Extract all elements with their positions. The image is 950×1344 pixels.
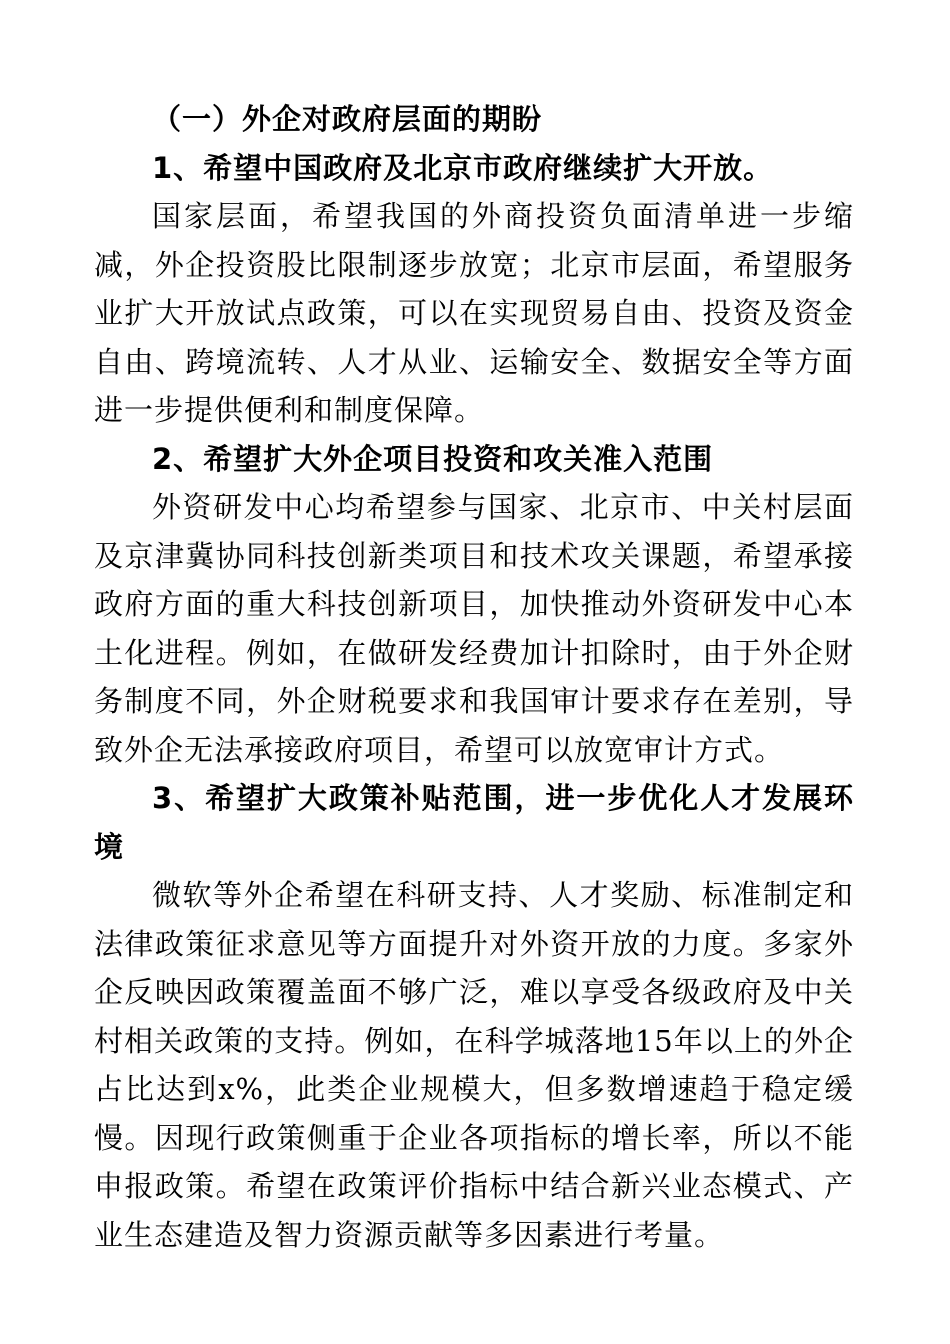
item-heading-1: 1、希望中国政府及北京市政府继续扩大开放。 [152, 150, 774, 185]
item-paragraph-3: 微软等外企希望在科研支持、人才奖励、标准制定和法律政策征求意见等方面提升对外资开放的力度。多家外企反映因政策覆盖面不够广泛，难以享受各级政府及中关村相关政策的支持。例如，在科学城落地15年以上的外企占比达到x%，此类企业规模大，但多数增速趋于稳定缓慢。因现行政策侧重于企业各项指标的增长率，所以不能申报政策。希望在政策评价指标中结合新兴业态模式、产业生态建造及智力资源贡献等多因素进行考量。 [94, 878, 854, 1252]
item-heading-3: 3、希望扩大政策补贴范围，进一步优化人才发展环境 [94, 781, 854, 864]
item-paragraph-1: 国家层面，希望我国的外商投资负面清单进一步缩减，外企投资股比限制逐步放宽；北京市层面，希望服务业扩大开放试点政策，可以在实现贸易自由、投资及资金自由、跨境流转、人才从业、运输安全、数据安全等方面进一步提供便利和制度保障。 [94, 199, 854, 427]
document-body [94, 95, 854, 1259]
section-title: （一）外企对政府层面的期盼 [152, 102, 543, 136]
item-heading-2: 2、希望扩大外企项目投资和攻关准入范围 [152, 441, 714, 476]
item-paragraph-2: 外资研发中心均希望参与国家、北京市、中关村层面及京津冀协同科技创新类项目和技术攻关课题，希望承接政府方面的重大科技创新项目，加快推动外资研发中心本土化进程。例如，在做研发经费加计扣除时，由于外企财务制度不同，外企财税要求和我国审计要求存在差别，导致外企无法承接政府项目，希望可以放宽审计方式。 [94, 490, 854, 767]
